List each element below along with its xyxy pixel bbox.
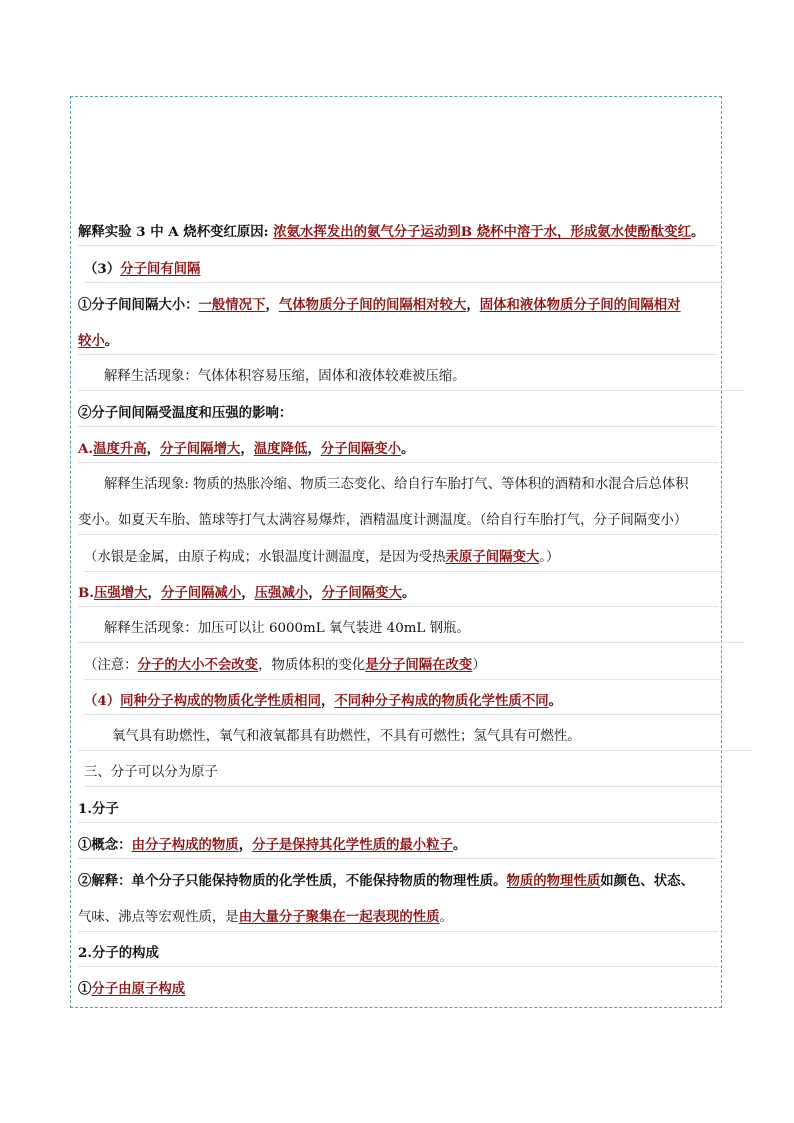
text: ， [265,297,279,313]
answer: 分子间隔增大 [160,441,241,457]
text: 。 [401,441,415,457]
text: ， [238,837,253,853]
mercury-note [84,547,724,572]
heading: 三、分子可以分为原子 [84,765,218,780]
attention-note [84,655,724,680]
text: ②解释：单个分子只能保持物质的化学性质，不能保持物质的物理性质。 [78,873,507,889]
text: 解释生活现象：气体体积容易压缩，固体和液体较难被压缩。 [104,369,466,384]
text: ， [308,585,322,601]
molecule-concept [78,835,718,859]
text: ， [147,585,161,601]
answer: 分子间隔变小 [320,441,402,457]
answer: 温度降低 [253,441,308,457]
label: A. [78,441,94,457]
text: ，物质体积的变化 [258,658,366,673]
text: ， [241,585,255,601]
answer: 分子间隔变大 [321,585,402,601]
answer: 分子由原子构成 [91,981,186,997]
temperature-effect [78,439,718,463]
text: ① [78,981,92,997]
text: （注意： [84,658,138,673]
text: ， [146,441,161,457]
heading: 1.分子 [78,801,119,817]
text: 。 [690,224,705,240]
section-number: （3） [84,261,121,277]
pressure-effect [78,583,718,607]
spacing-influence [78,403,718,427]
answer: 汞原子间隔变大 [445,549,540,565]
answer: 气体物质分子间的间隔相对较大 [278,297,467,313]
answer: 分子间隔减小 [160,585,242,601]
text: 解释实验 3 中 A 烧杯变红原因: [78,224,274,240]
text: ②分子间间隔受温度和压强的影响： [78,405,293,421]
text: （水银是金属，由原子构成；水银温度计测温度，是因为受热 [84,550,446,565]
answer: 压强减小 [254,585,309,601]
molecule-explanation-cont [78,907,718,932]
text: 解释生活现象: 物质的热胀冷缩、物质三态变化、给自行车胎打气、等体积的酒精和水混合后总体积 [104,477,689,492]
text: 。） [539,550,560,565]
answer: 分子的大小不会改变 [137,657,259,673]
life-phenomenon-3 [78,619,744,643]
answer: 是分子间隔在改变 [365,657,473,673]
text: 氧气具有助燃性，氧气和液氧都具有助燃性，不具有可燃性；氢气具有可燃性。 [112,729,581,744]
section-three-heading [84,763,724,787]
text: 。 [104,333,119,349]
text: 变小。如夏天车胎、篮球等打气太满容易爆炸，酒精温度计测温度。（给自行车胎打气，分子间隔变小） [78,513,688,528]
text: 。 [548,693,562,709]
text: ①分子间间隔大小： [78,297,199,313]
section-3-heading [84,259,724,283]
answer: 压强增大 [93,585,148,601]
text: ①概念： [78,837,132,853]
text: ， [466,297,480,313]
answer: 分子是保持其化学性质的最小粒子 [252,837,453,853]
answer: 较小 [78,333,105,349]
text: ） [472,658,486,673]
answer: 由分子构成的物质 [131,837,239,853]
text: 如颜色、状态、 [600,873,694,889]
life-phenomenon-2-cont [78,511,718,535]
answer: 不同种分子构成的物质化学性质不同 [334,693,549,709]
sub-heading-molecule-composition [78,943,718,967]
text: 气味、沸点等宏观性质，是 [78,910,239,925]
answer: 由大量分子聚集在一起表现的性质 [238,909,440,925]
text: 解释生活现象：加压可以让 6000mL 氧气装进 40mL 钢瓶。 [104,621,470,636]
answer: 固体和液体物质分子间的间隔相对 [479,297,681,313]
molecule-explanation [78,871,718,891]
answer: 浓氨水挥发出的氨气分子运动到 [273,224,461,240]
text: 。 [401,585,416,601]
heading: 2.分子的构成 [78,945,159,961]
text: ， [240,441,254,457]
explain-experiment-3 [78,222,718,246]
oxygen-example [78,727,752,751]
answer: B 烧杯中溶于水，形成氨水使酚酞变红 [460,224,691,240]
answer: 物质的物理性质 [506,873,601,889]
text: 。 [452,837,467,853]
section-4-heading [84,691,724,715]
answer: 温度升高 [93,441,147,457]
spacing-size-cont [78,331,718,355]
answer: 一般情况下 [198,297,266,313]
sub-heading-molecule [78,799,718,823]
label: B. [78,585,94,601]
text: 。 [439,910,453,925]
section-number: （4） [84,693,121,709]
text: ， [320,693,335,709]
text: ， [307,441,321,457]
answer: 同种分子构成的物质化学性质相同 [120,693,321,709]
life-phenomenon-1 [78,367,744,391]
spacing-size [78,295,718,315]
molecule-composition [78,979,718,999]
answer: 分子间有间隔 [120,261,201,277]
life-phenomenon-2 [78,475,744,495]
